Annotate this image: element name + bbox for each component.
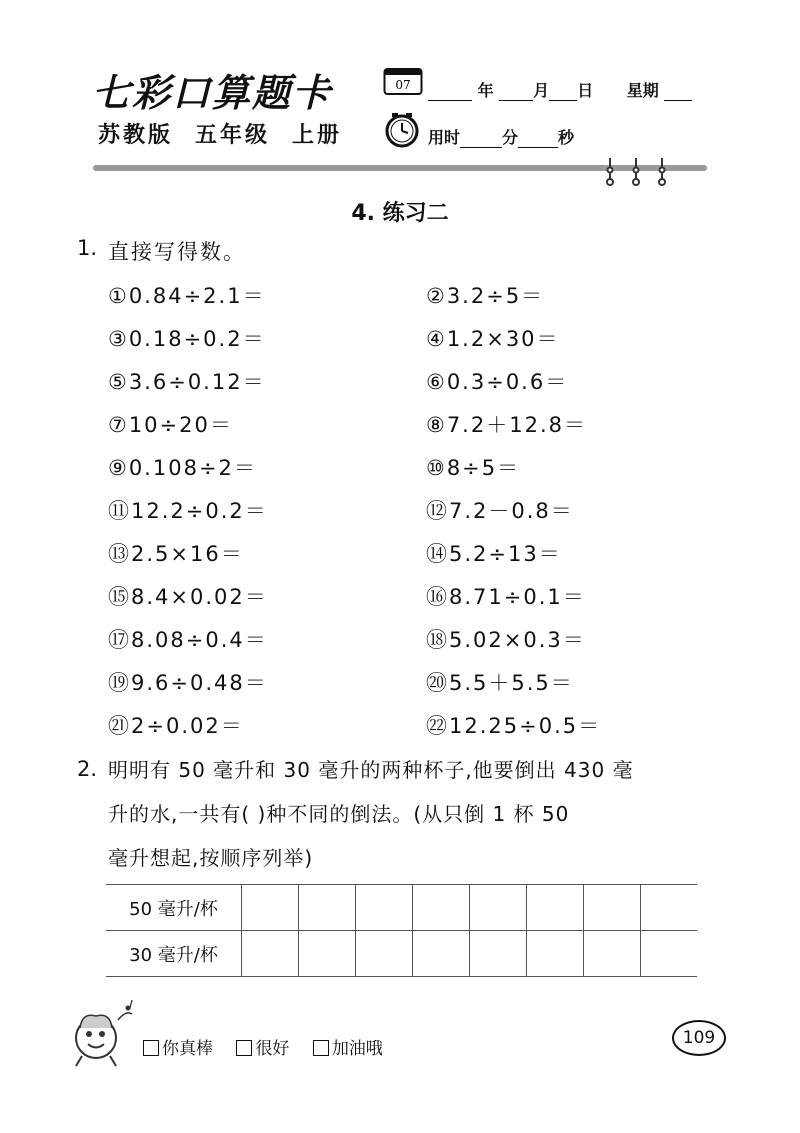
calendar-icon: [383, 66, 423, 96]
problem-item: ⑤3.6÷0.12＝: [108, 370, 266, 394]
edition-volume: 上册: [292, 123, 343, 148]
q1-number: 1.: [77, 236, 98, 260]
answer-cell[interactable]: [527, 885, 584, 931]
answer-cell[interactable]: [242, 885, 299, 931]
seconds-label: 秒: [558, 128, 575, 147]
year-blank[interactable]: [428, 82, 472, 101]
edition-publisher: 苏教版: [98, 123, 174, 148]
table-row: [106, 931, 697, 977]
time-fill-line: [428, 125, 574, 148]
problem-item: ④1.2×30＝: [426, 327, 560, 351]
answer-cell[interactable]: [413, 931, 470, 977]
weekday-label: 星期: [626, 81, 659, 100]
problem-item: ⑩8÷5＝: [426, 456, 521, 480]
date-fill-line: [428, 78, 692, 101]
answer-cell[interactable]: [470, 931, 527, 977]
answer-cell[interactable]: [584, 885, 641, 931]
problem-item: ①0.84÷2.1＝: [108, 284, 266, 308]
problem-item: ⑰8.08÷0.4＝: [108, 628, 268, 652]
pins-decoration-icon: [602, 156, 672, 186]
weekday-blank[interactable]: [664, 82, 692, 101]
problem-item: ⑭5.2÷13＝: [426, 542, 562, 566]
rating-option-good[interactable]: [236, 1039, 289, 1059]
answer-cell[interactable]: [299, 885, 356, 931]
answer-cell[interactable]: [470, 885, 527, 931]
answer-cell[interactable]: [299, 931, 356, 977]
rating-option-keep-going[interactable]: [313, 1039, 383, 1059]
rating-label: 加油哦: [331, 1039, 383, 1059]
rating-label: 很好: [255, 1039, 290, 1059]
month-blank[interactable]: [499, 82, 533, 101]
problem-item: ㉒12.25÷0.5＝: [426, 714, 602, 738]
clock-icon: [384, 112, 420, 148]
q2-line-3: 毫升想起,按顺序列举): [108, 846, 314, 870]
problem-item: ⑮8.4×0.02＝: [108, 585, 268, 609]
row-label-50ml: 50 毫升/杯: [106, 885, 242, 931]
problem-item: ⑥0.3÷0.6＝: [426, 370, 569, 394]
month-label: 月: [533, 81, 550, 100]
answer-cell[interactable]: [356, 931, 413, 977]
answer-cell[interactable]: [527, 931, 584, 977]
q2-line-1: 明明有 50 毫升和 30 毫升的两种杯子,他要倒出 430 毫: [108, 758, 634, 782]
table-row: [106, 885, 697, 931]
day-label: 日: [577, 81, 594, 100]
answer-table: [106, 884, 697, 977]
problem-item: ⑪12.2÷0.2＝: [108, 499, 268, 523]
q2-number: 2.: [77, 757, 98, 781]
time-used-label: 用时: [428, 128, 461, 147]
answer-cell[interactable]: [584, 931, 641, 977]
edition-grade: 五年级: [195, 123, 271, 148]
minutes-label: 分: [502, 128, 519, 147]
answer-cell[interactable]: [242, 931, 299, 977]
problem-item: ⑬2.5×16＝: [108, 542, 244, 566]
checkbox-icon[interactable]: [313, 1040, 329, 1056]
problem-item: ⑳5.5＋5.5＝: [426, 671, 574, 695]
mascot-icon: [62, 1000, 142, 1070]
problem-item: ⑯8.71÷0.1＝: [426, 585, 586, 609]
problem-item: ⑨0.108÷2＝: [108, 456, 257, 480]
problem-item: ⑱5.02×0.3＝: [426, 628, 586, 652]
q2-line-2: 升的水,一共有( )种不同的倒法。(从只倒 1 杯 50: [108, 802, 570, 826]
checkbox-icon[interactable]: [236, 1040, 252, 1056]
year-label: 年: [477, 81, 494, 100]
calendar-day: 07: [395, 78, 411, 92]
problem-item: ③0.18÷0.2＝: [108, 327, 266, 351]
checkbox-icon[interactable]: [143, 1040, 159, 1056]
q1-instruction: 直接写得数。: [108, 240, 246, 264]
edition-line: [98, 118, 364, 149]
rating-option-great[interactable]: [143, 1039, 213, 1059]
row-label-30ml: 30 毫升/杯: [106, 931, 242, 977]
problem-item: ⑧7.2＋12.8＝: [426, 413, 587, 437]
brand-title: 七彩口算题卡: [92, 70, 333, 115]
problem-item: ㉑2÷0.02＝: [108, 714, 244, 738]
answer-cell[interactable]: [413, 885, 470, 931]
seconds-blank[interactable]: [518, 129, 558, 148]
rating-label: 你真棒: [162, 1039, 213, 1059]
section-title: 4. 练习二: [351, 201, 449, 226]
problem-item: ⑦10÷20＝: [108, 413, 233, 437]
minutes-blank[interactable]: [460, 129, 502, 148]
answer-cell[interactable]: [356, 885, 413, 931]
problem-item: ②3.2÷5＝: [426, 284, 545, 308]
page-number: 109: [672, 1020, 726, 1056]
q2-text: [108, 748, 748, 880]
problem-item: ⑫7.2－0.8＝: [426, 499, 574, 523]
rating-options: [143, 1034, 401, 1059]
answer-cell[interactable]: [641, 885, 698, 931]
problem-item: ⑲9.6÷0.48＝: [108, 671, 268, 695]
day-blank[interactable]: [549, 82, 577, 101]
answer-cell[interactable]: [641, 931, 698, 977]
